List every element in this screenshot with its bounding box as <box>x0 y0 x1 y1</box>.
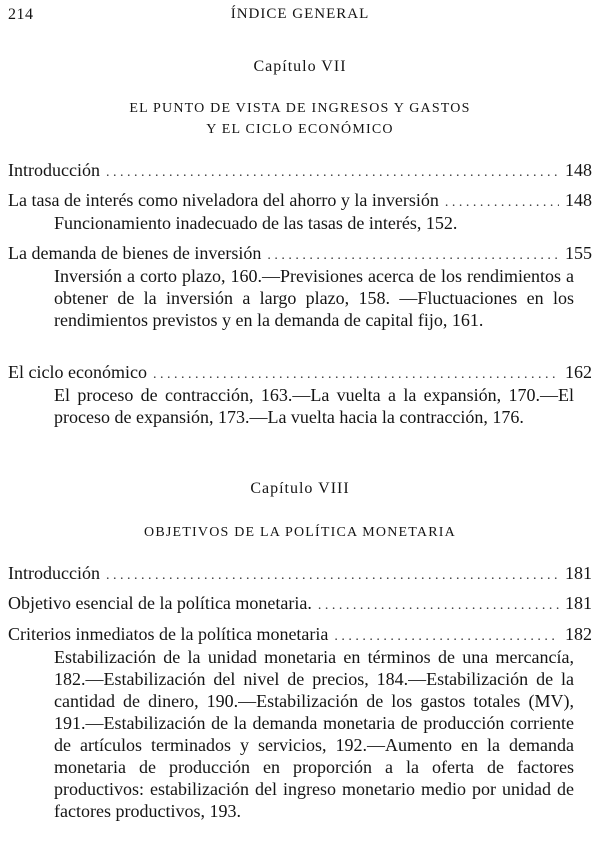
running-head-title: ÍNDICE GENERAL <box>230 6 370 22</box>
dot-leader <box>106 165 559 181</box>
dot-leader <box>318 598 559 614</box>
dot-leader <box>334 629 559 645</box>
toc-entry-page: 148 <box>565 190 592 210</box>
dot-leader <box>267 248 559 264</box>
toc-entry-page: 148 <box>565 160 592 180</box>
toc-entry-label: La demanda de bienes de inversión <box>8 243 262 263</box>
chapter-subtitle-viii: OBJETIVOS DE LA POLÍTICA MONETARIA <box>144 525 456 540</box>
toc-entry-label: Introducción <box>8 563 100 583</box>
running-head <box>8 6 592 26</box>
dot-leader <box>445 195 559 211</box>
toc-subentries: Estabilización de la unidad monetaria en términos de una mercancía, 182.—Estabilización del nivel de precios, 184.—Estabilización de la cantidad de dinero, 190.—Estabilización de los gastos totales (MV), 191.—Estabilización de la demanda monetaria de producción corriente de artículos terminados y servicios, 192.—Aumento en la demanda monetaria de producción en proporción a la oferta de factores productivos: estabilización del ingreso monetario medio por unidad de factores productivos, 193. <box>54 647 574 821</box>
toc-entry-label: Objetivo esencial de la política monetaria. <box>8 593 312 613</box>
toc-entry-page: 162 <box>565 362 592 382</box>
dot-leader <box>153 367 559 383</box>
chapter-subtitle-vii-line1: EL PUNTO DE VISTA DE INGRESOS Y GASTOS <box>129 101 471 116</box>
toc-entry-label: Introducción <box>8 160 100 180</box>
toc-entry-label: La tasa de interés como niveladora del ahorro y la inversión <box>8 190 439 210</box>
toc-entry-label: Criterios inmediatos de la política monetaria <box>8 624 329 644</box>
toc-entry <box>8 593 592 619</box>
toc-subentries: Funcionamiento inadecuado de las tasas de interés, 152. <box>54 213 458 233</box>
chapter-heading-vii: Capítulo VII <box>253 58 347 75</box>
toc-entry-label: El ciclo económico <box>8 362 147 382</box>
toc-entry <box>8 563 592 589</box>
chapter-subtitle-vii-line2: Y EL CICLO ECONÓMICO <box>206 122 394 137</box>
toc-subentries: El proceso de contracción, 163.—La vuelta a la expansión, 170.—El proceso de expansión, 173.—La vuelta hacia la contracción, 176. <box>54 385 574 427</box>
toc-entry-page: 181 <box>565 563 592 583</box>
toc-entry-page: 182 <box>565 624 592 644</box>
toc-subentries: Inversión a corto plazo, 160.—Previsiones acerca de los rendimientos a obtener de la inversión a largo plazo, 158. —Fluctuaciones en los rendimientos previstos y en la demanda de capital fijo, 161. <box>54 266 574 330</box>
page-number: 214 <box>8 6 34 23</box>
dot-leader <box>106 568 559 584</box>
toc-entry <box>8 160 592 186</box>
toc-entry-page: 181 <box>565 593 592 613</box>
chapter-heading-viii: Capítulo VIII <box>250 480 350 497</box>
toc-entry-page: 155 <box>565 243 592 263</box>
